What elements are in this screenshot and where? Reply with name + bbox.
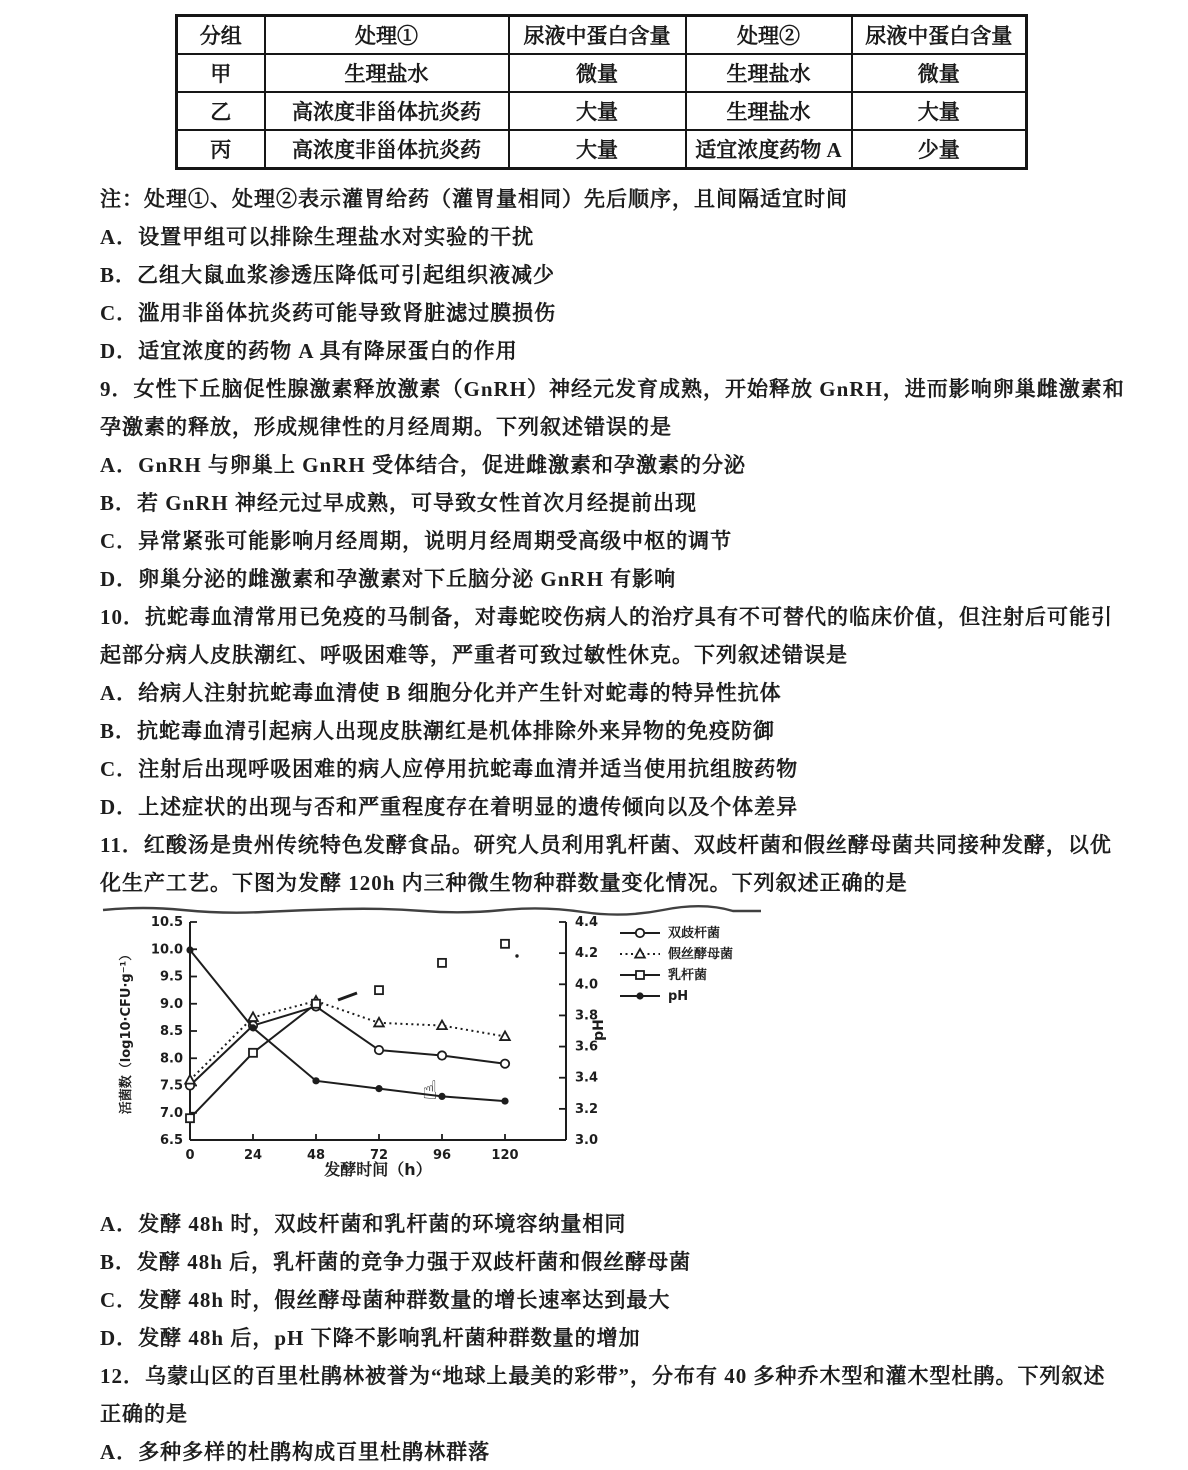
option-line: D．适宜浓度的药物 A 具有降尿蛋白的作用 (100, 339, 518, 363)
x-axis-tick-label: 96 (432, 1148, 452, 1163)
table-cell: 大量 (509, 92, 686, 130)
fermentation-chart (100, 903, 800, 1195)
scan-artifact-dot (515, 954, 518, 957)
stem-continuation-line: 起部分病人皮肤潮红、呼吸困难等，严重者可致过敏性休克。下列叙述错误是 (100, 643, 848, 667)
x-axis-tick-label: 0 (185, 1148, 195, 1163)
option-line: A．发酵 48h 时，双歧杆菌和乳杆菌的环境容纳量相同 (100, 1212, 627, 1236)
left-axis-tick-label: 10.5 (150, 915, 183, 930)
table-header-cell: 处理② (686, 16, 852, 55)
stem-continuation-line: 正确的是 (100, 1402, 188, 1426)
series-bifidobacterium (186, 1002, 509, 1089)
x-axis-tick-label: 120 (491, 1148, 519, 1163)
option-line: A．设置甲组可以排除生理盐水对实验的干扰 (100, 225, 535, 249)
question-stem-line: 11．红酸汤是贵州传统特色发酵食品。研究人员利用乳杆菌、双歧杆菌和假丝酵母菌共同接种发酵，以优 (100, 833, 1112, 857)
table-cell: 乙 (177, 92, 265, 130)
legend-label: 假丝酵母菌 (668, 947, 734, 962)
table-cell: 微量 (509, 54, 686, 92)
x-axis-tick-label: 48 (306, 1148, 326, 1163)
x-axis-tick-label: 24 (243, 1148, 263, 1163)
option-line: B．乙组大鼠血浆渗透压降低可引起组织液减少 (100, 263, 556, 287)
question-stem-line: 10．抗蛇毒血清常用已免疫的马制备，对毒蛇咬伤病人的治疗具有不可替代的临床价值，但注射后可能引 (100, 605, 1113, 629)
left-axis-tick-label: 7.0 (159, 1105, 183, 1121)
table-header-cell: 处理① (265, 16, 509, 55)
note-line: 注：处理①、处理②表示灌胃给药（灌胃量相同）先后顺序，且间隔适宜时间 (100, 187, 848, 211)
option-line: C．发酵 48h 时，假丝酵母菌种群数量的增长速率达到最大 (100, 1288, 671, 1312)
right-axis-tick-label: 4.4 (575, 915, 599, 930)
table-cell: 甲 (177, 54, 265, 92)
table-cell: 少量 (852, 130, 1027, 169)
hand-cursor-icon: ☝ (422, 1076, 438, 1106)
table-cell: 生理盐水 (686, 54, 852, 92)
table-cell: 大量 (852, 92, 1027, 130)
option-line: B．若 GnRH 神经元过早成熟，可导致女性首次月经提前出现 (100, 491, 698, 515)
left-axis-tick-label: 6.5 (159, 1133, 183, 1148)
scan-artifact-dash (338, 993, 357, 1000)
legend-label: pH (668, 989, 689, 1004)
option-line: C．滥用非甾体抗炎药可能导致肾脏滤过膜损伤 (100, 301, 557, 325)
left-axis-tick-label: 8.0 (159, 1051, 183, 1067)
right-axis-tick-label: 3.8 (575, 1008, 599, 1024)
question-stem-line: 9．女性下丘脑促性腺激素释放激素（GnRH）神经元发育成熟，开始释放 GnRH，进而影响卵巢雌激素和 (100, 377, 1125, 401)
table-cell: 大量 (509, 130, 686, 169)
table-header-cell: 分组 (177, 16, 265, 55)
right-axis-tick-label: 4.0 (575, 977, 599, 993)
table-header-cell: 尿液中蛋白含量 (509, 16, 686, 55)
scan-artifact-line (103, 906, 761, 914)
table-row (177, 130, 1027, 169)
stem-continuation-line: 化生产工艺。下图为发酵 120h 内三种微生物种群数量变化情况。下列叙述正确的是 (100, 871, 908, 895)
left-axis-tick-label: 9.5 (159, 969, 183, 985)
table-cell: 生理盐水 (686, 92, 852, 130)
series-ph (186, 946, 508, 1104)
right-axis-tick-label: 3.4 (575, 1070, 599, 1086)
option-line: A．给病人注射抗蛇毒血清使 B 细胞分化并产生针对蛇毒的特异性抗体 (100, 681, 782, 705)
table-cell: 丙 (177, 130, 265, 169)
right-axis-tick-label: 3.6 (575, 1039, 599, 1055)
option-line: C．注射后出现呼吸困难的病人应停用抗蛇毒血清并适当使用抗组胺药物 (100, 757, 799, 781)
option-line: D．发酵 48h 后，pH 下降不影响乳杆菌种群数量的增加 (100, 1326, 641, 1350)
x-axis-tick-label: 72 (369, 1148, 389, 1163)
fermentation-chart-figure (100, 903, 1100, 1195)
option-line: A．多种多样的杜鹃构成百里杜鹃林群落 (100, 1440, 491, 1464)
table-header-cell: 尿液中蛋白含量 (852, 16, 1027, 55)
table-cell: 高浓度非甾体抗炎药 (265, 130, 509, 169)
table-cell: 生理盐水 (265, 54, 509, 92)
option-line: B．发酵 48h 后，乳杆菌的竞争力强于双歧杆菌和假丝酵母菌 (100, 1250, 692, 1274)
legend-label: 乳杆菌 (668, 968, 708, 983)
table-cell: 适宜浓度药物 A (686, 130, 852, 169)
text-block-upper (100, 179, 1125, 901)
option-line: A．GnRH 与卵巢上 GnRH 受体结合，促进雌激素和孕激素的分泌 (100, 453, 746, 477)
option-line: C．异常紧张可能影响月经周期，说明月经周期受高级中枢的调节 (100, 529, 733, 553)
left-axis-tick-label: 9.0 (159, 996, 183, 1012)
table-cell: 高浓度非甾体抗炎药 (265, 92, 509, 130)
experiment-table-body (177, 16, 1027, 169)
option-line: D．卵巢分泌的雌激素和孕激素对下丘脑分泌 GnRH 有影响 (100, 567, 677, 591)
legend-label: 双歧杆菌 (668, 926, 721, 941)
series-candida-yeast (185, 996, 510, 1084)
text-block-lower (100, 1204, 1106, 1470)
stem-continuation-line: 孕激素的释放，形成规律性的月经周期。下列叙述错误的是 (100, 415, 672, 439)
left-axis-tick-label: 10.0 (150, 942, 183, 958)
table-row (177, 92, 1027, 130)
right-axis-tick-label: 4.2 (575, 946, 599, 962)
right-axis-tick-label: 3.2 (575, 1101, 599, 1117)
table-cell: 微量 (852, 54, 1027, 92)
experiment-table (175, 14, 1028, 170)
option-line: B．抗蛇毒血清引起病人出现皮肤潮红是机体排除外来异物的免疫防御 (100, 719, 776, 743)
x-axis-title: 发酵时间（h） (324, 1160, 432, 1179)
table-header-row (177, 16, 1027, 55)
chart-legend (620, 925, 733, 1004)
left-axis-tick-label: 8.5 (159, 1024, 183, 1039)
option-line: D．上述症状的出现与否和严重程度存在着明显的遗传倾向以及个体差异 (100, 795, 799, 819)
series-lactobacillus (186, 940, 509, 1122)
left-axis-tick-label: 7.5 (159, 1078, 183, 1094)
table-row (177, 54, 1027, 92)
right-axis-tick-label: 3.0 (575, 1133, 599, 1148)
left-axis-title: 活菌数（log10·CFU·g⁻¹） (119, 947, 134, 1115)
right-axis-title: pH (591, 1019, 607, 1041)
question-stem-line: 12．乌蒙山区的百里杜鹃林被誉为“地球上最美的彩带”，分布有 40 多种乔木型和灌木型杜鹃。下列叙述 (100, 1364, 1106, 1388)
